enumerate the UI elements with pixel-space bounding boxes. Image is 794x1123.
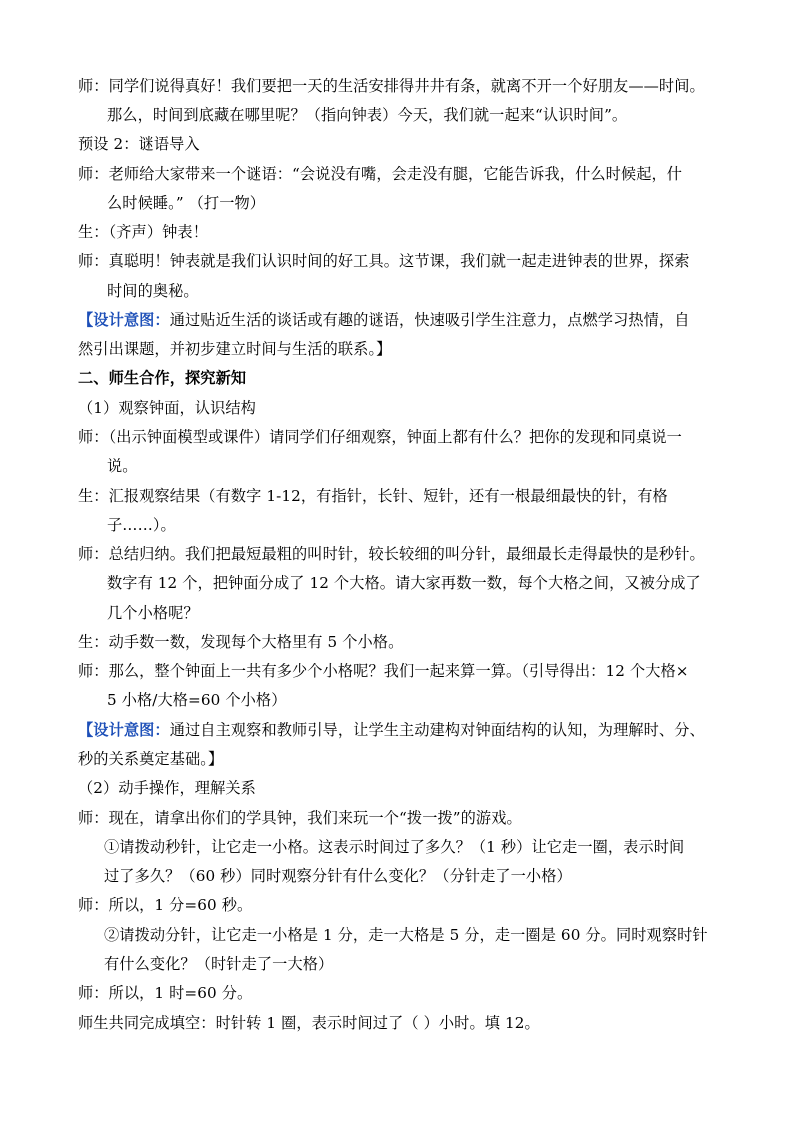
text-span: 通过贴近生活的谈话或有趣的谜语，快速吸引学生注意力，点燃学习热情，自 xyxy=(169,311,690,329)
design-intent-label: 【设计意图： xyxy=(78,721,170,739)
text-line: 子……）。 xyxy=(107,516,176,534)
text-line: 师：那么，整个钟面上一共有多少个小格呢？我们一起来算一算。（引导得出：12 个大格× xyxy=(78,662,689,680)
text-line: ②请拨动分针，让它走一小格是 1 分，走一大格是 5 分，走一圈是 60 分。同时观察时针 xyxy=(104,926,708,944)
section-heading: 二、师生合作，探究新知 xyxy=(78,369,247,387)
design-intent-label: 【设计意图： xyxy=(78,311,170,329)
text-line: 师：（出示钟面模型或课件）请同学们仔细观察，钟面上都有什么？把你的发现和同桌说一 xyxy=(78,428,682,446)
text-line: 师：同学们说得真好！我们要把一天的生活安排得井井有条，就离不开一个好朋友——时间。 xyxy=(78,77,705,95)
text-line: 那么，时间到底藏在哪里呢？（指向钟表）今天，我们就一起来“认识时间”。 xyxy=(107,106,628,124)
text-line: 师：现在，请拿出你们的学具钟，我们来玩一个“拨一拨”的游戏。 xyxy=(78,809,522,827)
text-line: 几个小格呢？ xyxy=(107,604,199,622)
text-line: 么时候睡。” （打一物） xyxy=(107,194,266,212)
design-intent-line xyxy=(78,720,728,740)
text-line: 过了多久？（60 秒）同时观察分针有什么变化？（分针走了一小格） xyxy=(104,867,572,885)
text-line: 师生共同完成填空：时针转 1 圈，表示时间过了（ ）小时。填 12。 xyxy=(78,1014,540,1032)
text-line: 然引出课题，并初步建立时间与生活的联系。】 xyxy=(78,340,392,358)
text-line: 生：动手数一数，发现每个大格里有 5 个小格。 xyxy=(78,633,404,651)
text-line: 生：（齐声）钟表！ xyxy=(78,223,208,241)
text-line: 秒的关系奠定基础。】 xyxy=(78,750,224,768)
text-line: 有什么变化？（时针走了一大格） xyxy=(104,955,334,973)
text-line: 师：所以，1 时=60 分。 xyxy=(78,984,253,1002)
text-line: 师：总结归纳。我们把最短最粗的叫时针，较长较细的叫分针，最细最长走得最快的是秒针。 xyxy=(78,545,705,563)
text-span: 通过自主观察和教师引导，让学生主动建构对钟面结构的认知，为理解时、分、 xyxy=(169,721,705,739)
subsection-heading: （1）观察钟面，认识结构 xyxy=(78,399,256,417)
subsection-heading: （2）动手操作，理解关系 xyxy=(78,779,256,797)
text-line: 数字有 12 个，把钟面分成了 12 个大格。请大家再数一数，每个大格之间，又被分成了 xyxy=(107,574,701,592)
text-line: 师：所以，1 分=60 秒。 xyxy=(78,896,253,914)
text-line: 时间的奥秘。 xyxy=(107,282,199,300)
text-line: 师：老师给大家带来一个谜语：“会说没有嘴，会走没有腿，它能告诉我，什么时候起，什 xyxy=(78,165,683,183)
text-line: 生：汇报观察结果（有数字 1-12，有指针，长针、短针，还有一根最细最快的针，有格 xyxy=(78,487,668,505)
text-line: 师：真聪明！钟表就是我们认识时间的好工具。这节课，我们就一起走进钟表的世界，探索 xyxy=(78,252,690,270)
design-intent-line xyxy=(78,310,728,330)
text-line: 预设 2：谜语导入 xyxy=(78,135,200,153)
text-line: ①请拨动秒针，让它走一小格。这表示时间过了多久？（1 秒）让它走一圈，表示时间 xyxy=(104,838,685,856)
text-line: 说。 xyxy=(107,457,138,475)
text-line: 5 小格/大格=60 个小格） xyxy=(107,691,287,709)
